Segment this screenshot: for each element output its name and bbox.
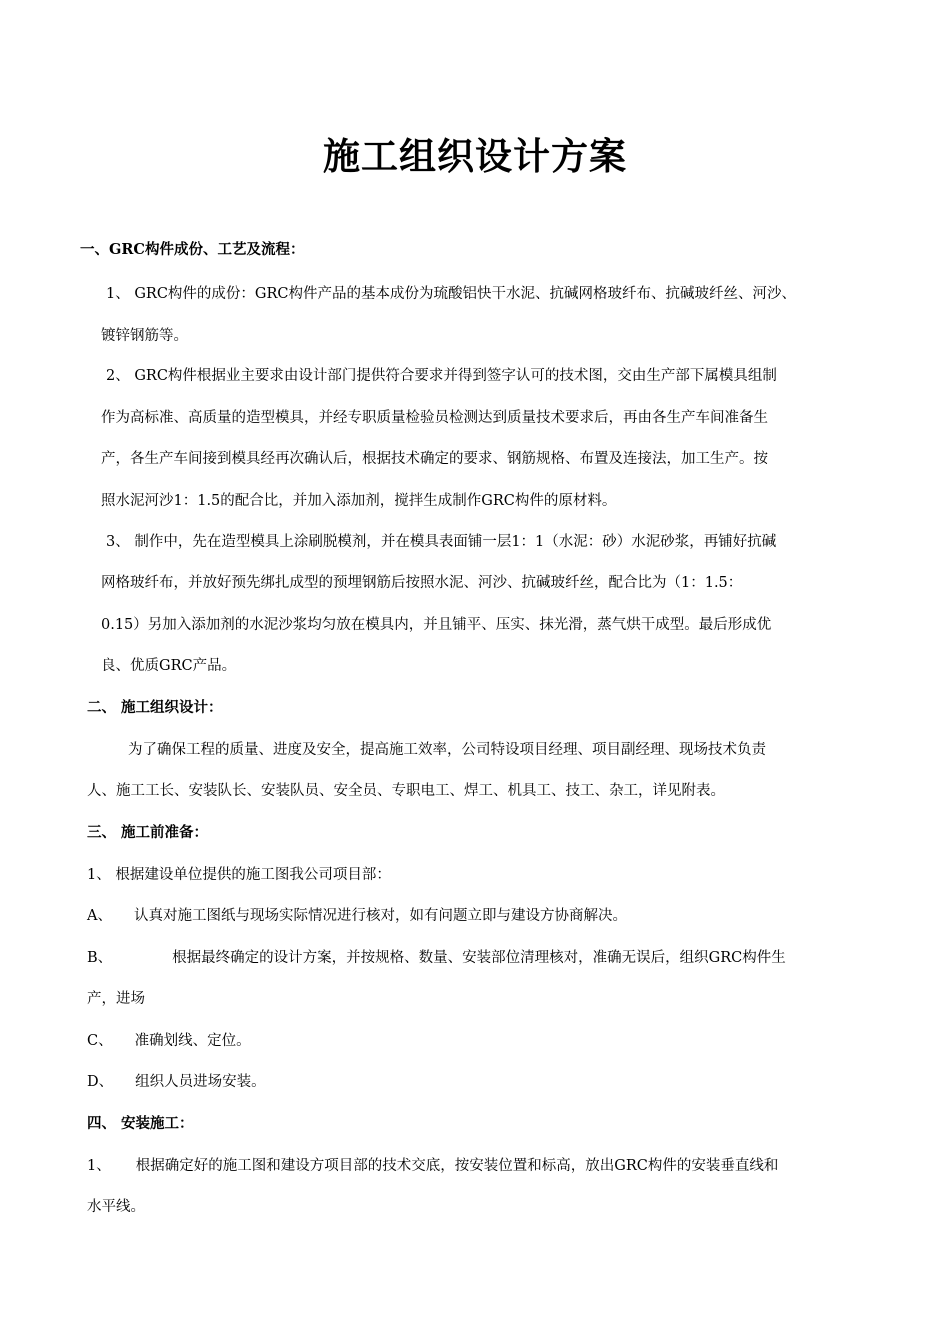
paragraph-3-line-4: 良、优质GRC产品。 (101, 658, 237, 674)
document-title: 施工组织设计方案 (323, 134, 627, 178)
section-1-heading: 一、GRC构件成份、工艺及流程： (80, 241, 305, 258)
item-c (87, 1031, 251, 1051)
paragraph-3-line-3: 0.15）另加入添加剂的水泥沙浆均匀放在模具内，并且铺平、压实、抹光滑，蒸气烘干成型。最后形成优 (101, 617, 772, 633)
section-4-heading: 四、 安装施工： (87, 1115, 194, 1132)
item-d (87, 1072, 266, 1092)
paragraph-6-line-1 (87, 1156, 778, 1176)
paragraph-6-line-2: 水平线。 (87, 1199, 145, 1215)
item-d-text: 组织人员进场安装。 (135, 1074, 266, 1090)
item-a-label: A、 (87, 908, 112, 924)
item-d-label: D、 (87, 1074, 114, 1090)
paragraph-1-line-1: 1、 GRC构件的成份：GRC构件产品的基本成份为琉酸铝快干水泥、抗碱网格玻纤布、抗碱玻纤丝、河沙、 (106, 286, 797, 302)
item-b-text: 根据最终确定的设计方案，并按规格、数量、安装部位清理核对，准确无误后，组织GRC构件生 (172, 950, 786, 966)
item-c-text: 准确划线、定位。 (134, 1033, 251, 1049)
paragraph-2-line-3: 产，各生产车间接到模具经再次确认后，根据技术确定的要求、钢筋规格、布置及连接法，加工生产。按 (101, 451, 768, 467)
paragraph-2-line-1: 2、 GRC构件根据业主要求由设计部门提供符合要求并得到签字认可的技术图，交由生产部下属模具组制 (106, 368, 777, 384)
paragraph-2-line-4: 照水泥河沙1：1.5的配合比，并加入添加剂，搅拌生成制作GRC构件的原材料。 (101, 493, 617, 509)
item-b (87, 948, 786, 968)
item-a (87, 906, 627, 926)
paragraph-6-text: 根据确定好的施工图和建设方项目部的技术交底，按安装位置和标高，放出GRC构件的安装垂直线和 (135, 1158, 779, 1174)
section-3-heading: 三、 施工前准备： (87, 824, 209, 841)
paragraph-1-line-2: 镀锌钢筋等。 (101, 328, 188, 344)
item-b-label: B、 (87, 950, 113, 966)
item-c-label: C、 (87, 1033, 113, 1049)
paragraph-4-line-1: 为了确保工程的质量、进度及安全，提高施工效率，公司特设项目经理、项目副经理、现场技术负责 (128, 742, 766, 758)
item-b-line-2: 产，进场 (87, 991, 145, 1007)
paragraph-3-line-2: 网格玻纤布，并放好预先绑扎成型的预埋钢筋后按照水泥、河沙、抗碱玻纤丝，配合比为（1：1.5： (101, 575, 743, 591)
paragraph-3-line-1: 3、 制作中，先在造型模具上涂刷脱模剂，并在模具表面铺一层1：1（水泥：砂）水泥砂浆，再铺好抗碱 (106, 534, 777, 550)
section-2-heading: 二、 施工组织设计： (87, 699, 223, 716)
paragraph-4-line-2: 人、施工工长、安装队长、安装队员、安全员、专职电工、焊工、机具工、技工、杂工，详见附表。 (87, 783, 725, 799)
paragraph-6-label: 1、 (87, 1158, 111, 1174)
item-a-text: 认真对施工图纸与现场实际情况进行核对，如有问题立即与建设方协商解决。 (133, 908, 627, 924)
paragraph-2-line-2: 作为高标准、高质量的造型模具，并经专职质量检验员检测达到质量技术要求后，再由各生产车间准备生 (101, 410, 768, 426)
paragraph-5-line-1: 1、 根据建设单位提供的施工图我公司项目部： (87, 867, 391, 883)
